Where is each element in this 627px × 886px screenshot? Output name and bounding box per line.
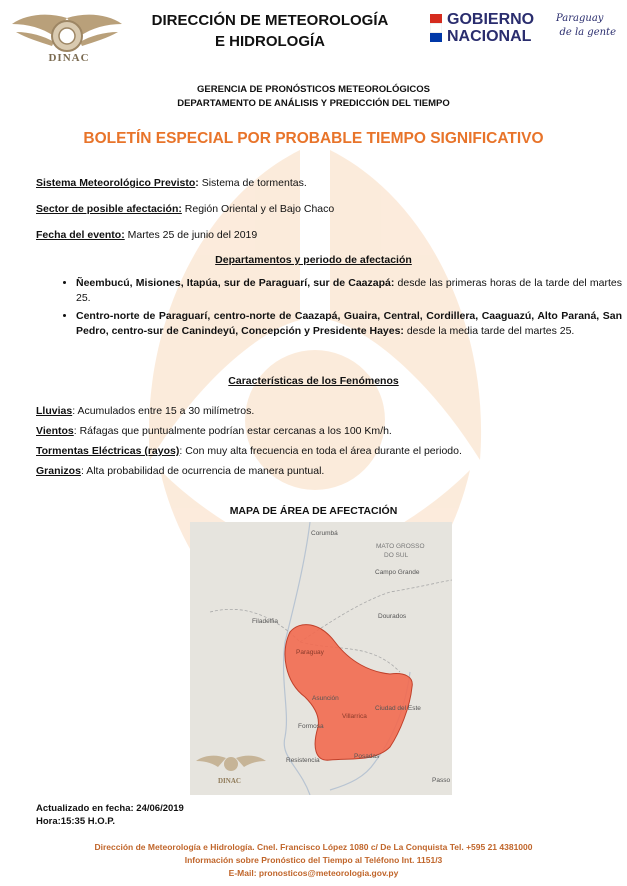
storm-line <box>36 445 462 457</box>
gov-slogan-line2: de la gente <box>559 27 616 38</box>
system-line: Sistema Meteorológico Previsto: Sistema de tormentas. <box>36 177 307 189</box>
updated-time: Hora:15:35 H.O.P. <box>36 816 116 827</box>
hail-label: Granizos <box>36 465 81 477</box>
wind-value: : Ráfagas que puntualmente podrían estar cercanas a los 100 Km/h. <box>73 425 392 437</box>
map-label-paraguay: Paraguay <box>296 649 324 656</box>
map-label-dourados: Dourados <box>378 613 407 620</box>
updated-date: Actualizado en fecha: 24/06/2019 <box>36 803 184 814</box>
header-title <box>150 10 390 52</box>
system-value: Sistema de tormentas. <box>198 177 307 189</box>
government-slogan <box>556 12 616 40</box>
department-period: desde las primeras horas de la tarde del martes 25. <box>76 277 622 304</box>
map-label-ciudad-del-este: Ciudad del Este <box>375 705 421 712</box>
map-label-asuncion: Asunción <box>312 695 339 702</box>
map-label-filadelfia: Filadelfia <box>252 618 279 625</box>
storm-value: : Con muy alta frecuencia en toda el área durante el periodo. <box>179 445 462 457</box>
gov-line2: NACIONAL <box>447 28 532 45</box>
map-label-resistencia: Resistencia <box>286 757 320 764</box>
map-logo-text: DINAC <box>218 777 241 785</box>
map-label-villarrica: Villarrica <box>342 713 367 720</box>
system-label: Sistema Meteorológico Previsto <box>36 177 196 189</box>
date-value: Martes 25 de junio del 2019 <box>124 229 258 241</box>
hail-line <box>36 465 324 477</box>
map-label-campo-grande: Campo Grande <box>375 569 420 576</box>
subheader-line2: DEPARTAMENTO DE ANÁLISIS Y PREDICCIÓN DEL TIEMPO <box>177 98 450 109</box>
sector-label: Sector de posible afectación: <box>36 203 182 215</box>
map-label-posadas: Posadas <box>354 753 380 760</box>
department-places: Ñeembucú, Misiones, Itapúa, sur de Paraguarí, sur de Caazapá: <box>76 277 395 289</box>
sector-line <box>36 203 334 215</box>
sector-value: Región Oriental y el Bajo Chaco <box>181 203 335 215</box>
rain-label: Lluvias <box>36 405 73 417</box>
footer-line1: Dirección de Meteorología e Hidrología. Cnel. Francisco López 1080 c/ De La Conquista Tel. +595 21 4381000 <box>94 842 533 852</box>
map-label-mato-grosso-2: DO SUL <box>384 552 409 559</box>
map-label-mato-grosso-1: MATO GROSSO <box>376 543 425 550</box>
department-period: desde la media tarde del martes 25. <box>403 325 575 337</box>
date-line <box>36 229 257 241</box>
list-item <box>76 309 622 339</box>
rain-line <box>36 405 254 417</box>
header-title-line2: E HIDROLOGÍA <box>214 33 325 50</box>
map-label-passo: Passo <box>432 777 451 784</box>
subheader-line1: GERENCIA DE PRONÓSTICOS METEOROLÓGICOS <box>197 84 430 95</box>
map-title: MAPA DE ÁREA DE AFECTACIÓN <box>229 505 398 517</box>
rain-value: : Acumulados entre 15 a 30 milímetros. <box>72 405 255 417</box>
storm-label: Tormentas Eléctricas (rayos) <box>36 445 180 457</box>
departments-heading: Departamentos y periodo de afectación <box>215 254 412 266</box>
footer-line2: Información sobre Pronóstico del Tiempo al Teléfono Int. 1151/3 <box>184 855 443 865</box>
map-label-corumba: Corumbá <box>311 530 338 537</box>
date-label: Fecha del evento: <box>36 229 125 241</box>
government-logo-text <box>447 11 534 45</box>
wind-line <box>36 425 392 437</box>
map-label-formosa: Formosa <box>298 723 324 730</box>
logo-text: DINAC <box>48 52 90 64</box>
gov-slogan-line1: Paraguay <box>556 13 604 24</box>
header-title-line1: DIRECCIÓN DE METEOROLOGÍA <box>151 12 389 29</box>
wind-label: Vientos <box>36 425 74 437</box>
department-places: Centro-norte de Paraguarí, centro-norte de Caazapá, Guaira, Central, Cordillera, Caaguazú, Alto Paraná, San Pedro, centro-sur de Canindeyú, Concepción y Presidente Hayes: <box>76 310 622 337</box>
list-item <box>76 276 622 306</box>
footer-line3: E-Mail: pronosticos@meteorologia.gov.py <box>228 868 399 878</box>
flag-icon <box>430 14 442 42</box>
gov-line1: GOBIERNO <box>447 11 535 28</box>
bulletin-title: BOLETÍN ESPECIAL POR PROBABLE TIEMPO SIGNIFICATIVO <box>83 130 544 147</box>
departments-list <box>56 276 622 342</box>
hail-value: : Alta probabilidad de ocurrencia de manera puntual. <box>80 465 325 477</box>
affected-area-map <box>190 522 452 795</box>
phenomena-heading: Características de los Fenómenos <box>228 375 399 387</box>
